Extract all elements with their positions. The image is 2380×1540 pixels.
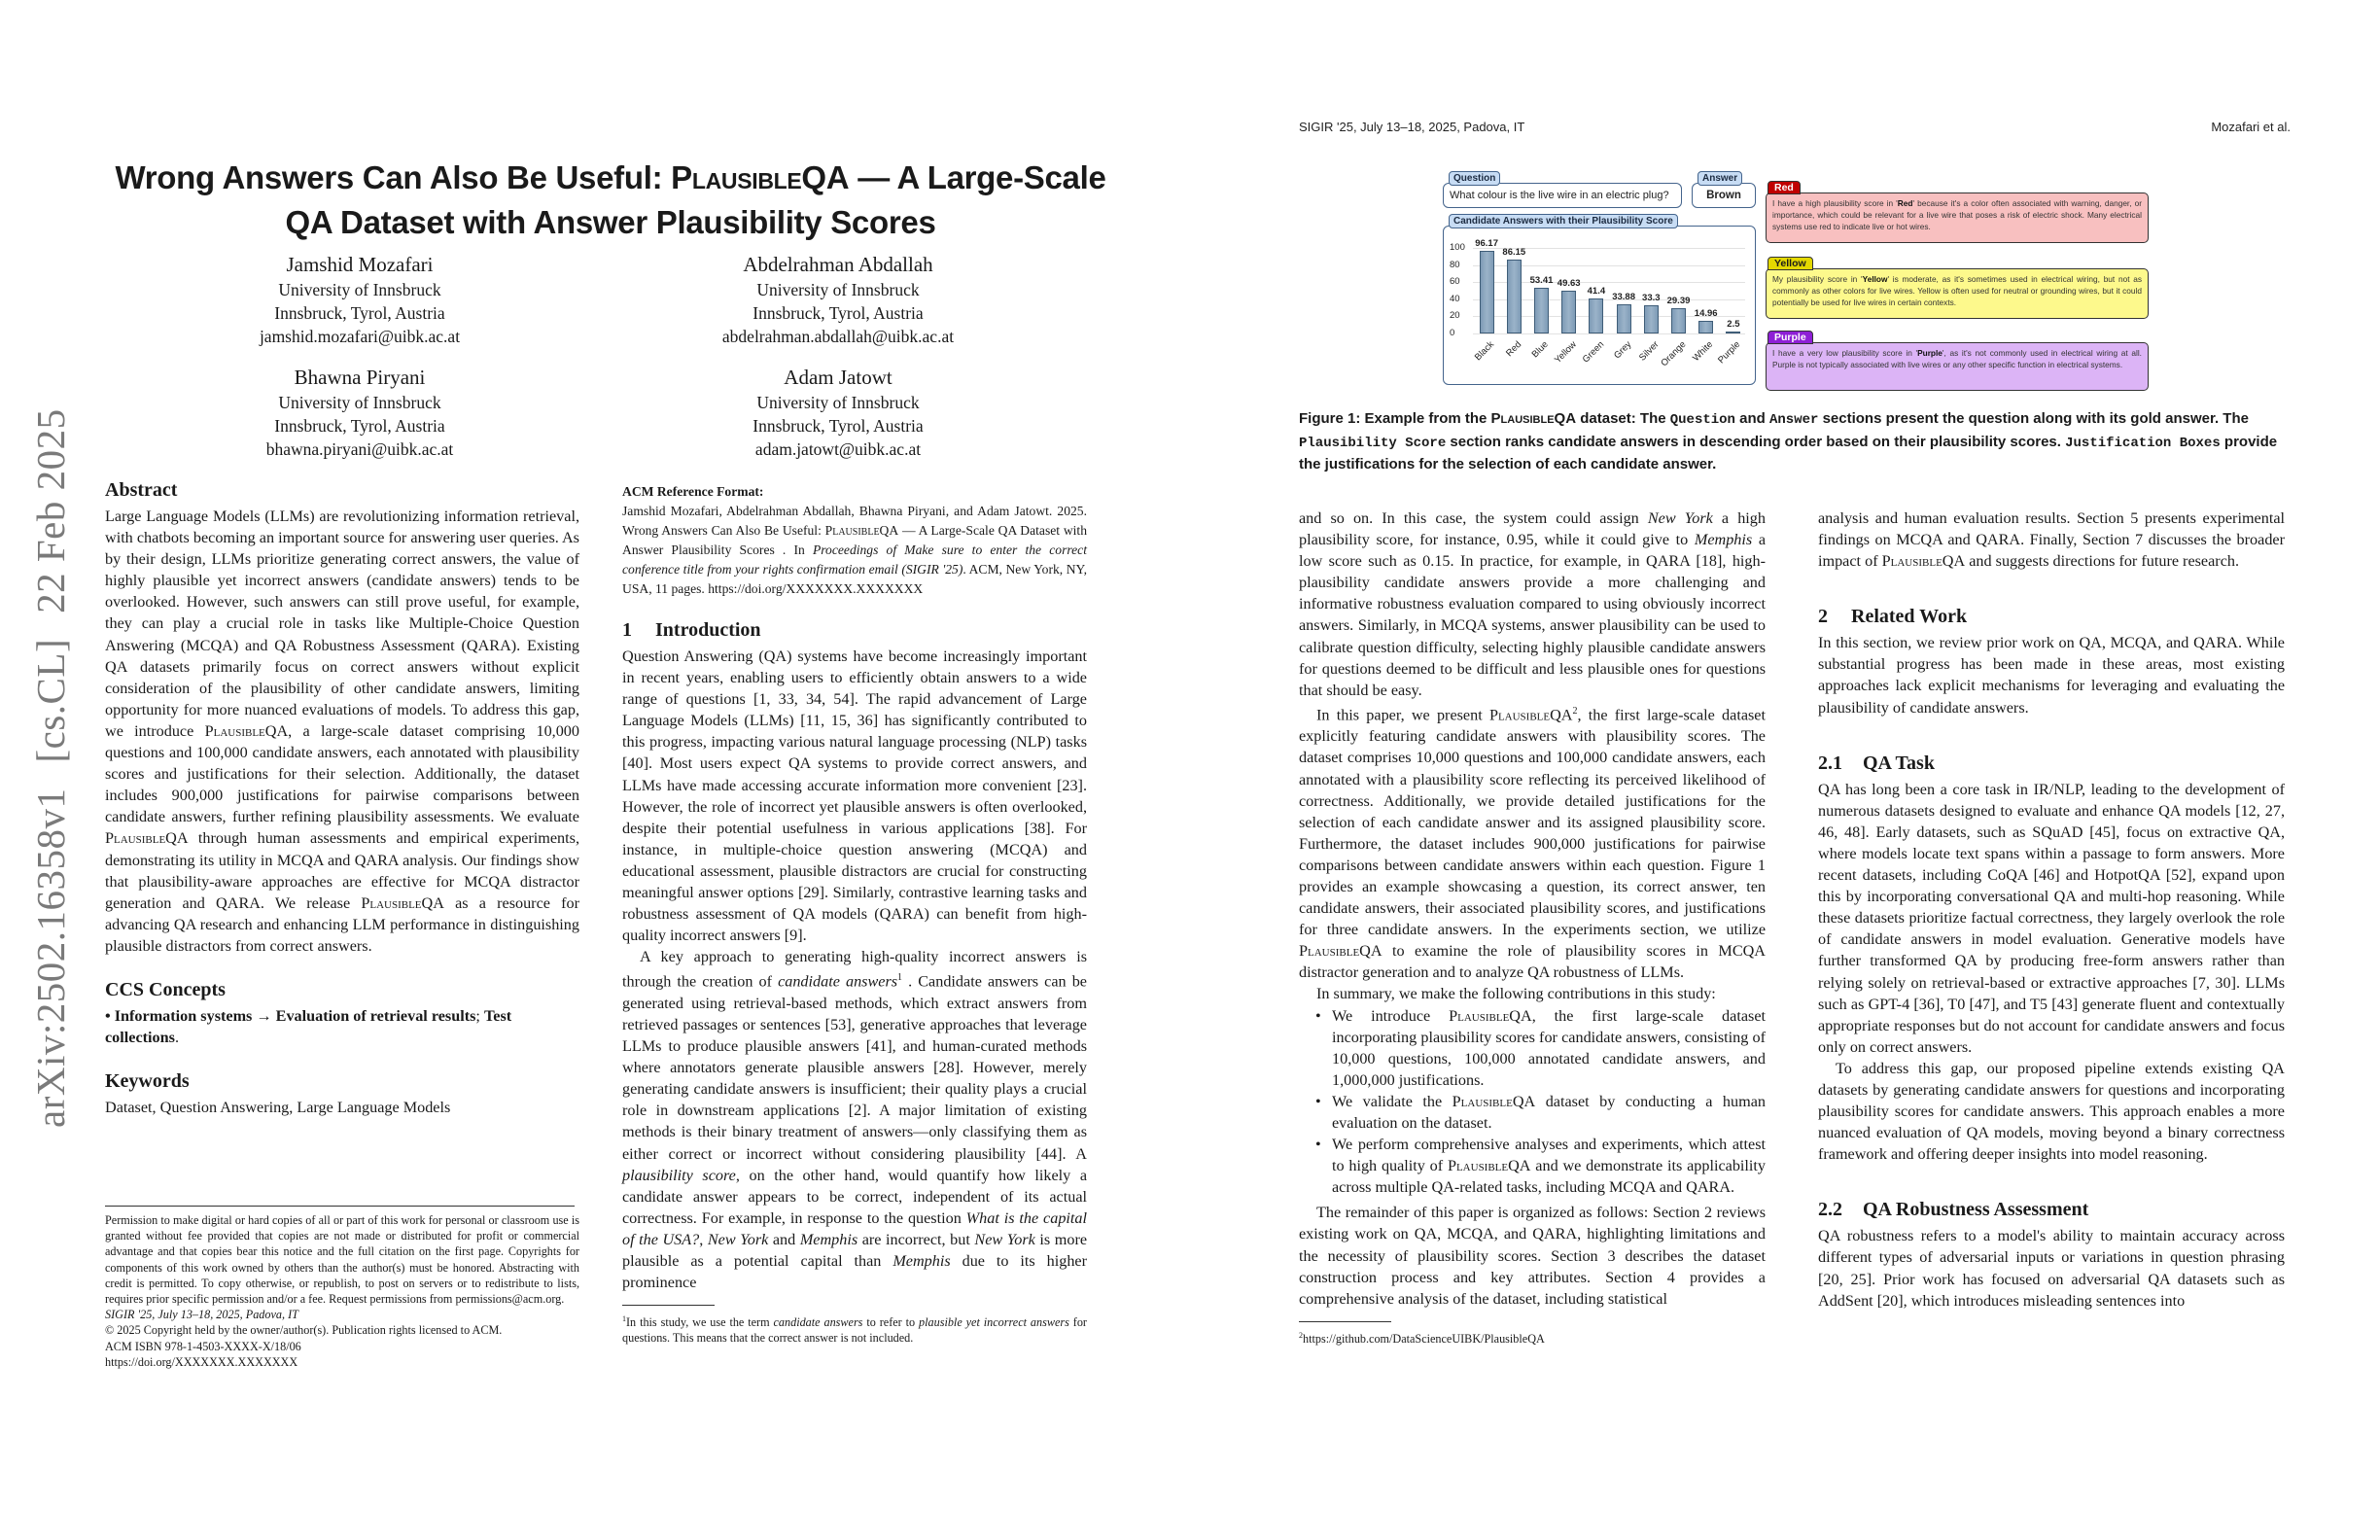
left-column <box>105 476 579 1118</box>
x-tick-label: Yellow <box>1552 339 1579 366</box>
chart-bar <box>1644 305 1659 333</box>
x-tick-label: Purple <box>1716 339 1743 367</box>
y-tick-label: 0 <box>1450 328 1455 338</box>
justification-tag-yellow: Yellow <box>1768 257 1813 270</box>
bar-value-label: 33.3 <box>1642 292 1661 303</box>
author-email[interactable]: adam.jatowt@uibk.ac.at <box>754 439 922 459</box>
arxiv-id: arXiv:2502.16358v1 <box>28 788 73 1128</box>
abstract-text: Large Language Models (LLMs) are revolutionizing information retrieval, with chatbots becoming an important source for answering user queries. As by their design, LLMs prioritize generating correct answers, the value of highly plausible yet incorrect answers (candidate answers) tends to be overlooked. However, such answers can still prove useful, for example, they can play a crucial role in tasks like Multiple-Choice Question Answering (MCQA) and QA Robustness Assessment (QARA). Existing QA datasets primarily focus on correct answers without explicit consideration of the plausibility of other candidate answers, limiting opportunity for more nuanced evaluations of models. To address this gap, we introduce PlausibleQA, a large-scale dataset comprising 10,000 questions and 100,000 candidate answers, each annotated with plausibility scores and justifications for their selection. Additionally, the dataset includes 900,000 justifications for pairwise comparisons between candidate answers, further refining plausibility assessments. We evaluate PlausibleQA through human assessments and empirical experiments, demonstrating its utility in MCQA and QARA analysis. Our findings show that plausibility-aware approaches are effective for MCQA distractor generation and QARA. We release PlausibleQA as a resource for advancing QA research and enhancing LLM performance in distinguishing plausible distractors from correct answers. <box>105 508 580 955</box>
x-tick-label: White <box>1691 339 1716 364</box>
chart-bar <box>1726 332 1740 333</box>
plausibility-chart <box>1443 226 1756 385</box>
figure-caption: Figure 1: Example from the PlausibleQA dataset: The Question and Answer sections present the question along with its gold answer. The Plausibility Score section ranks candidate answers in descending order based on their plausibility scores. Justification Boxes provide the justifications for the selection of each candidate answer. <box>1299 410 2278 472</box>
github-link: https://github.com/DataScienceUIBK/PlausibleQA <box>1303 1331 1545 1346</box>
bar-value-label: 2.5 <box>1727 318 1740 330</box>
isbn-line: ACM ISBN 978-1-4503-XXXX-X/18/06 <box>105 1339 301 1353</box>
section-heading-introduction: 1 Introduction <box>622 619 761 641</box>
intro-paragraph: A key approach to generating high-quality incorrect answers is through the creation of candidate answers$^1$ . Candidate answers can be generated using retrieval-based methods, which extract answers from retrieved passages or sentences [53], generative approaches that leverage LLMs to produce plausible answers [41], and human-curated methods where annotators generate plausible answers [28]. However, merely generating candidate answers is insufficient; their quality plays a crucial role in downstream applications [2]. A major limitation of existing methods is their binary treatment of answers—only classifying them as either correct or incorrect without considering plausibility [44]. A plausibility score, on the other hand, would quantify how likely a candidate answer appears to be correct, independent of its actual correctness. For example, in response to the question What is the capital of the USA?, New York and Memphis are incorrect, but New York is more plausible as a potential capital than Memphis due to its higher prominence <box>622 948 1088 1292</box>
figure-1 <box>1437 171 2188 387</box>
question-box <box>1443 183 1682 208</box>
author-block: Abdelrahman Abdallah University of Innsbruck Innsbruck, Tyrol, Austria abdelrahman.abdallah@uibk.ac.at <box>644 251 1032 348</box>
running-head-venue: SIGIR '25, July 13–18, 2025, Padova, IT <box>1299 120 1525 134</box>
bar-value-label: 49.63 <box>1557 278 1581 290</box>
author-email[interactable]: bhawna.piryani@uibk.ac.at <box>265 439 454 459</box>
copyright-block <box>105 1206 579 1370</box>
right-column <box>622 482 1087 1347</box>
section-heading-qa-robustness: 2.2 QA Robustness Assessment <box>1818 1199 2089 1221</box>
author-email[interactable]: abdelrahman.abdallah@uibk.ac.at <box>721 327 955 346</box>
bar-value-label: 33.88 <box>1612 292 1635 303</box>
doi-link[interactable]: https://doi.org/XXXXXXX.XXXXXXX <box>105 1354 298 1369</box>
bar-value-label: 53.41 <box>1529 274 1554 286</box>
x-tick-label: Blue <box>1530 339 1552 361</box>
arxiv-stamp <box>27 408 74 1128</box>
y-tick-label: 100 <box>1450 242 1465 253</box>
body-paragraph: and so on. In this case, the system could assign New York a high plausibility score, for instance, 0.95, while it could give to Memphis a low score such as 0.15. In practice, for example, in QARA [18], high-plausibility candidate answers provide a more challenging and informative robustness evaluation compared to using obviously incorrect answers. Similarly, in MCQA systems, answer plausibility can be used to calibrate question difficulty, selecting highly plausible candidate answers for questions deemed to be difficult and less plausible ones for questions that should be easy. <box>1299 509 1766 699</box>
divider <box>622 1305 715 1306</box>
grid-line <box>1473 333 1745 334</box>
permission-notice: Permission to make digital or hard copies of all or part of this work for personal or classroom use is granted without fee provided that copies are not made or distributed for profit or commercial advantage and that copies bear this notice and the full citation on the first page. Copyrights for components of this work owned by others than the author(s) must be honored. Abstracting with credit is permitted. To copy otherwise, or republish, to post on servers or to redistribute to lists, requires prior specific permission and/or a fee. Request permissions from permissions@acm.org. <box>105 1213 579 1307</box>
arxiv-category: [cs.CL] <box>28 638 73 763</box>
justification-box-purple: I have a very low plausibility score in 'Purple', as it's not commonly used in electrical wiring at all. Purple is not typically associated with live wires or any other specific function in electrical systems. <box>1766 342 2149 391</box>
paper-title: Wrong Answers Can Also Be Useful: PlausibleQA — A Large-Scale QA Dataset with Answer Plausibility Scores <box>115 159 1106 240</box>
answer-label: Answer <box>1698 171 1742 186</box>
section-heading-qa-task: 2.1 QA Task <box>1818 752 1935 774</box>
bar-value-label: 41.4 <box>1587 285 1606 297</box>
body-paragraph: In summary, we make the following contributions in this study: <box>1316 985 1716 1003</box>
y-tick-label: 80 <box>1450 259 1460 270</box>
author-email[interactable]: jamshid.mozafari@uibk.ac.at <box>259 327 461 346</box>
section-heading-related-work: 2 Related Work <box>1818 606 1968 628</box>
divider <box>1299 1321 1391 1322</box>
author-block: Jamshid Mozafari University of Innsbruck Innsbruck, Tyrol, Austria jamshid.mozafari@uibk.ac.at <box>165 251 554 348</box>
rights-line: © 2025 Copyright held by the owner/author(s). Publication rights licensed to ACM. <box>105 1323 503 1338</box>
chart-bar <box>1698 321 1713 333</box>
author-block: Bhawna Piryani University of Innsbruck Innsbruck, Tyrol, Austria bhawna.piryani@uibk.ac.at <box>165 364 554 461</box>
keywords-heading: Keywords <box>105 1070 190 1093</box>
justification-box-yellow: My plausibility score in 'Yellow' is moderate, as it's sometimes used in electrical wiring, but not as commonly as other colors for live wires. Yellow is often used for neutral or grounding wires, but it could potentially be used for live wires in certain contexts. <box>1766 268 2149 319</box>
chart-bar <box>1617 304 1631 333</box>
x-tick-label: Silver <box>1636 339 1662 364</box>
keywords-text: Dataset, Question Answering, Large Language Models <box>105 1099 451 1117</box>
contributions-list <box>1299 1005 1766 1199</box>
venue-line: SIGIR '25, July 13–18, 2025, Padova, IT <box>105 1308 298 1322</box>
list-item: • We perform comprehensive analyses and experiments, which attest to high quality of PlausibleQA and we demonstrate its applicability across multiple QA-related tasks, including MCQA and QARA. <box>1332 1134 1766 1198</box>
footnote: $^1$In this study, we use the term candidate answers to refer to plausible yet incorrect answers for questions. This means that the correct answer is not included. <box>622 1314 1087 1346</box>
y-tick-label: 20 <box>1450 310 1460 322</box>
answer-box <box>1692 183 1756 208</box>
bar-value-label: 96.17 <box>1475 238 1498 250</box>
justification-box-red: I have a high plausibility score in 'Red' because it's a color often associated with warning, danger, or importance, which could be relevant for a live wire that poses a risk of electric shock. Many electrical systems use red to indicate live or hot wires. <box>1766 192 2149 243</box>
bar-value-label: 29.39 <box>1666 296 1691 307</box>
divider <box>105 1206 575 1207</box>
dataset-name: PlausibleQA <box>671 159 850 195</box>
bar-value-label: 14.96 <box>1694 307 1718 319</box>
answer-text: Brown <box>1706 190 1741 201</box>
bar-value-label: 86.15 <box>1502 247 1526 259</box>
ccs-concepts: • Information systems → Evaluation of retrieval results; Test collections. <box>105 1006 512 1047</box>
body-paragraph: In this paper, we present PlausibleQA$^2$, the first large-scale dataset explicitly featuring candidate answers with plausibility scores. The dataset comprises 10,000 questions and 100,000 candidate answers, each annotated with a plausibility score reflecting its perceived likelihood of correctness. Additionally, we provide detailed justifications for the selection of each candidate answer and its assigned plausibility score. Furthermore, the dataset includes 900,000 justifications for pairwise comparisons between candidate answers within each question. Figure 1 provides an example showcasing a question, its correct answer, ten candidate answers, their associated plausibility scores, and justifications for three candidate answers. In the experiments section, we utilize PlausibleQA to examine the role of plausibility scores in MCQA distractor generation and to analyze QA robustness of LLMs. <box>1299 705 1766 982</box>
chart-bar <box>1480 251 1494 333</box>
question-label: Question <box>1449 171 1500 186</box>
body-paragraph: QA has long been a core task in IR/NLP, leading to the development of numerous datasets designed to evaluate and enhance QA models [12, 27, 46, 48]. Early datasets, such as SQuAD [45], focus on extractive QA, where models locate text spans within a passage to form answers. More recent datasets, including CoQA [46] and HotpotQA [52], expand upon this by incorporating conversational QA and multi-hop reasoning. While these datasets prioritize factual correctness, they largely overlook the role of candidate answers in model evaluation. Generative models have further transformed QA by producing free-form answers rather than relying solely on retrieval-based or extractive approaches [7, 30]. LLMs such as GPT-4 [36], T0 [47], and T5 [43] generate fluent and contextually appropriate responses but do not account for candidate answers and focus only on correct answers. <box>1818 780 2285 1056</box>
x-tick-label: Orange <box>1659 339 1689 369</box>
list-item: • We introduce PlausibleQA, the first large-scale dataset incorporating plausibility scores for candidate answers, consisting of 10,000 questions, 100,000 annotated candidate answers, and 1,000,000 justifications. <box>1332 1005 1766 1091</box>
chart-label: Candidate Answers with their Plausibility Score <box>1449 214 1678 228</box>
right-page-column-1 <box>1299 508 1766 1347</box>
body-paragraph: The remainder of this paper is organized as follows: Section 2 reviews existing work on QA, MCQA, and QARA, highlighting limitations and the necessity of plausibility scores. Section 3 describes the dataset construction process and key attributes. Section 4 provides a comprehensive analysis of the dataset, including statistical <box>1299 1204 1766 1308</box>
acm-reference: ACM Reference Format: Jamshid Mozafari, Abdelrahman Abdallah, Bhawna Piryani, and Adam Jatowt. 2025. Wrong Answers Can Also Be Useful: PlausibleQA — A Large-Scale QA Dataset with Answer Plausibility Scores . In Proceedings of Make sure to enter the correct conference title from your rights confirmation email (SIGIR '25). ACM, New York, NY, USA, 11 pages. https://doi.org/XXXXXXX.XXXXXXX <box>622 484 1087 596</box>
x-tick-label: Green <box>1580 339 1606 366</box>
x-tick-label: Grey <box>1611 339 1633 362</box>
x-tick-label: Red <box>1503 339 1524 360</box>
running-head-authors: Mozafari et al. <box>2211 120 2291 134</box>
body-paragraph: In this section, we review prior work on QA, MCQA, and QARA. While substantial progress has been made in these areas, most existing approaches lack explicit mechanisms for leveraging and evaluating the plausibility of candidate answers. <box>1818 634 2285 717</box>
ccs-heading: CCS Concepts <box>105 978 226 1000</box>
chart-bar <box>1561 291 1576 333</box>
chart-bar <box>1671 308 1686 333</box>
author-block: Adam Jatowt University of Innsbruck Innsbruck, Tyrol, Austria adam.jatowt@uibk.ac.at <box>644 364 1032 461</box>
footnote[interactable]: $^2$https://github.com/DataScienceUIBK/PlausibleQA <box>1299 1330 1545 1346</box>
chart-bar <box>1589 298 1603 333</box>
y-tick-label: 40 <box>1450 293 1460 304</box>
right-page-column-2 <box>1818 508 2285 1312</box>
body-paragraph: To address this gap, our proposed pipeline extends existing QA datasets by generating candidate answers for questions and incorporating plausibility scores for candidate answers. This approach enables a more nuanced evaluation of QA models, moving beyond a binary correctness framework and offering deeper insights into model reasoning. <box>1818 1059 2285 1164</box>
body-paragraph: analysis and human evaluation results. Section 5 presents experimental findings on MCQA and QARA. Finally, Section 7 discusses the broader impact of PlausibleQA and suggests directions for future research. <box>1818 509 2285 571</box>
x-tick-label: Black <box>1472 339 1496 364</box>
chart-plot-area <box>1444 227 1755 384</box>
arxiv-date: 22 Feb 2025 <box>28 408 73 613</box>
justification-tag-purple: Purple <box>1768 331 1813 344</box>
list-item: • We validate the PlausibleQA dataset by conducting a human evaluation on the dataset. <box>1332 1091 1766 1134</box>
abstract-heading: Abstract <box>105 479 178 501</box>
justification-tag-red: Red <box>1768 181 1801 194</box>
intro-paragraph: Question Answering (QA) systems have become increasingly important in recent years, enabling users to efficiently obtain answers to a wide range of questions [1, 33, 34, 54]. The rapid advancement of Large Language Models (LLMs) [11, 15, 36] has significantly contributed to this progress, impacting various natural language processing (NLP) tasks [40]. Most users expect QA systems to provide correct answers, and LLMs have made accessing accurate information more convenient [23]. However, the role of incorrect yet plausible answers is often overlooked, despite their potential usefulness in various applications [38]. For instance, in multiple-choice question answering (MCQA) and educational assessment, plausible distractors are crucial for constructing meaningful answer options [29]. Similarly, contrastive learning tasks and robustness assessment of QA models (QARA) can benefit from high-quality incorrect answers [9]. <box>622 648 1087 945</box>
chart-bar <box>1507 260 1522 333</box>
chart-bar <box>1534 288 1549 333</box>
question-text: What colour is the live wire in an electric plug? <box>1450 190 1669 201</box>
y-tick-label: 60 <box>1450 276 1460 288</box>
body-paragraph: QA robustness refers to a model's ability to maintain accuracy across different types of adversarial inputs or variations in question phrasing [20, 25]. Prior work has focused on adversarial QA datasets such as AddSent [20], which introduces misleading sentences into <box>1818 1227 2285 1310</box>
